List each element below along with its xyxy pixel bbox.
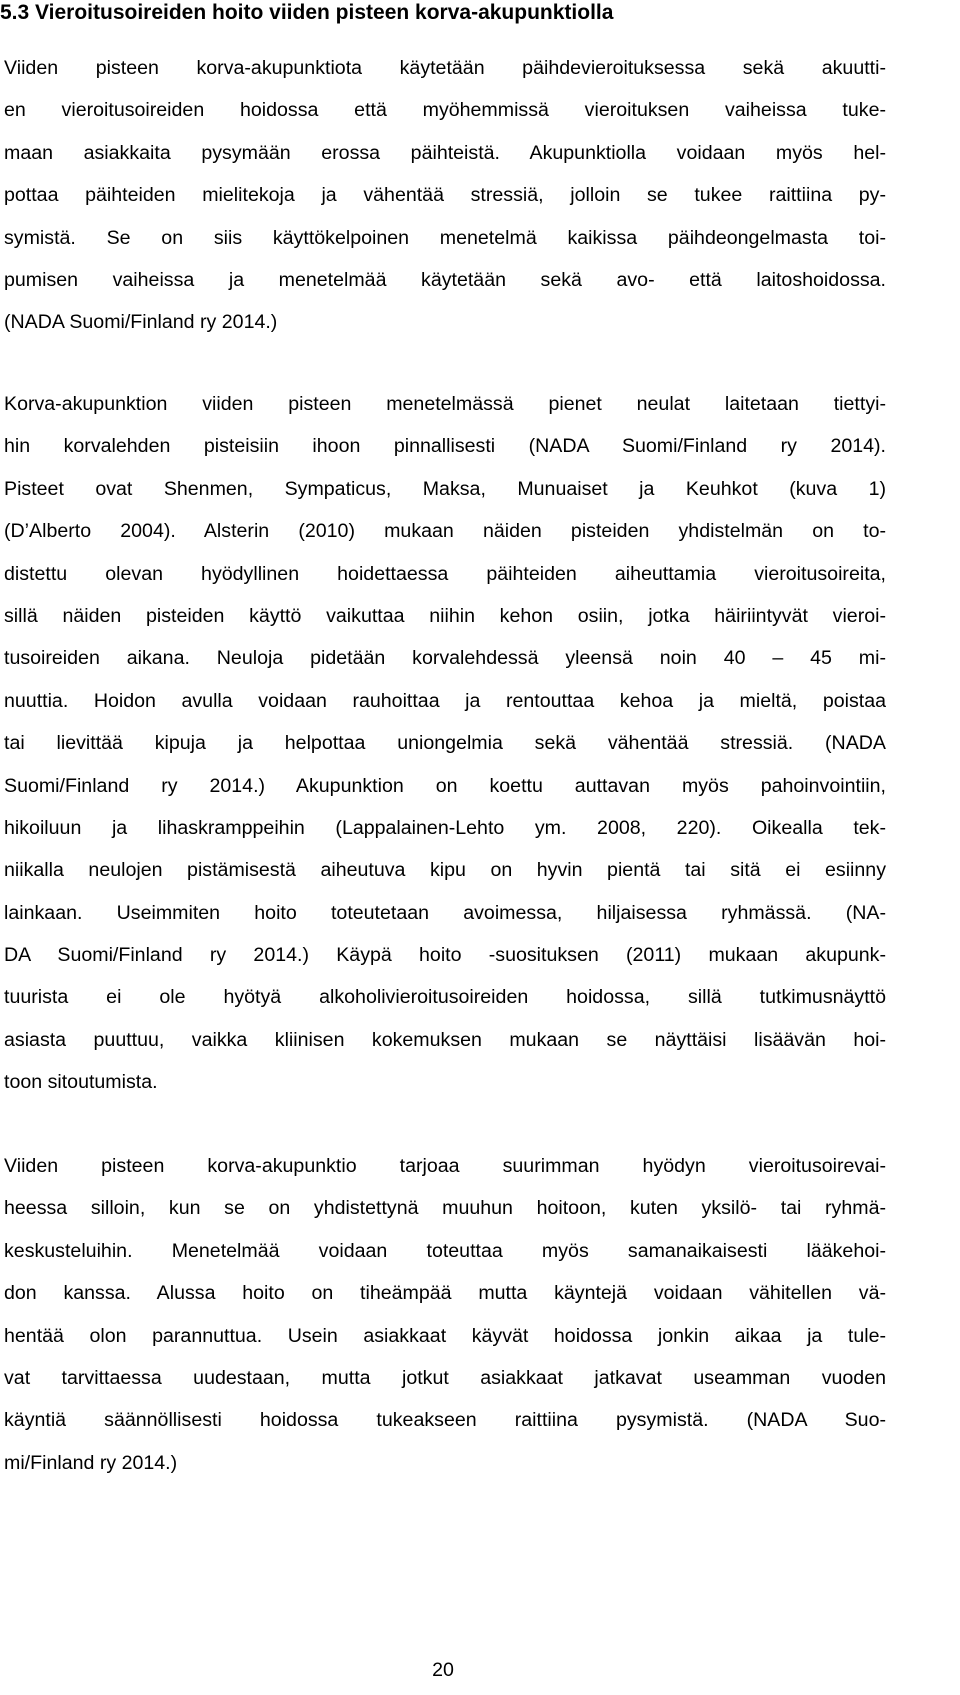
text-line: DA Suomi/Finland ry 2014.) Käypä hoito -suosituksen (2011) mukaan akupunk- <box>4 944 886 967</box>
text-line: Viiden pisteen korva-akupunktio tarjoaa suurimman hyödyn vieroitusoirevai- <box>4 1155 886 1177</box>
text-line: maan asiakkaita pysymään erossa päihteistä. Akupunktiolla voidaan myös hel- <box>4 141 886 164</box>
text-line: mi/Finland ry 2014.) <box>4 1451 178 1474</box>
text-line: symistä. Se on siis käyttökelpoinen menetelmä kaikissa päihdeongelmasta toi- <box>4 226 886 249</box>
text-line: lainkaan. Useimmiten hoito toteutetaan avoimessa, hiljaisessa ryhmässä. (NA- <box>4 901 886 924</box>
text-line: käyntiä säännöllisesti hoidossa tukeakseen raittiina pysymistä. (NADA Suo- <box>4 1409 886 1432</box>
text-line: tusoireiden aikana. Neuloja pidetään korvalehdessä yleensä noin 40 – 45 mi- <box>4 647 886 670</box>
text-line: toon sitoutumista. <box>4 1071 158 1094</box>
section-heading: 5.3 Vieroitusoireiden hoito viiden pisteen korva-akupunktiolla <box>0 1 614 24</box>
text-line: pottaa päihteiden mielitekoja ja vähentää stressiä, jolloin se tukee raittiina py- <box>4 184 886 207</box>
text-line: (D’Alberto 2004). Alsterin (2010) mukaan näiden pisteiden yhdistelmän on to- <box>4 520 886 543</box>
text-line: niikalla neulojen pistämisestä aiheutuva kipu on hyvin pientä tai sitä ei esiinny <box>4 859 886 882</box>
paragraph-3 <box>4 1145 886 1484</box>
text-line: hikoiluun ja lihaskramppeihin (Lappalainen-Lehto ym. 2008, 220). Oikealla tek- <box>4 816 886 839</box>
text-line: (NADA Suomi/Finland ry 2014.) <box>4 311 278 334</box>
text-line: tai lievittää kipuja ja helpottaa uniongelmia sekä vähentää stressiä. (NADA <box>4 732 886 755</box>
text-line: asiasta puuttuu, vaikka kliinisen kokemuksen mukaan se näyttäisi lisäävän hoi- <box>4 1028 886 1051</box>
text-line: keskusteluihin. Menetelmää voidaan toteuttaa myös samanaikaisesti lääkehoi- <box>4 1239 886 1262</box>
text-line: distettu olevan hyödyllinen hoidettaessa päihteiden aiheuttamia vieroitusoireita, <box>4 562 886 585</box>
text-line: nuuttia. Hoidon avulla voidaan rauhoittaa ja rentouttaa kehoa ja mieltä, poistaa <box>4 689 886 712</box>
text-line: heessa silloin, kun se on yhdistettynä muuhun hoitoon, kuten yksilö- tai ryhmä- <box>4 1197 886 1220</box>
text-line: Viiden pisteen korva-akupunktiota käytetään päihdevieroituksessa sekä akuutti- <box>4 57 886 79</box>
paragraph-2 <box>4 383 886 1104</box>
page-number: 20 <box>432 1659 454 1681</box>
text-line: hentää olon parannuttua. Usein asiakkaat käyvät hoidossa jonkin aikaa ja tule- <box>4 1324 886 1347</box>
paragraph-1 <box>4 47 886 344</box>
text-line: Korva-akupunktion viiden pisteen menetelmässä pienet neulat laitetaan tiettyi- <box>4 393 886 415</box>
text-line: tuurista ei ole hyötyä alkoholivieroitusoireiden hoidossa, sillä tutkimusnäyttö <box>4 986 886 1009</box>
text-line: vat tarvittaessa uudestaan, mutta jotkut asiakkaat jatkavat useamman vuoden <box>4 1366 886 1389</box>
text-line: hin korvalehden pisteisiin ihoon pinnallisesti (NADA Suomi/Finland ry 2014). <box>4 435 886 458</box>
text-line: sillä näiden pisteiden käyttö vaikuttaa niihin kehon osiin, jotka häiriintyvät vieroi- <box>4 604 886 627</box>
text-line: don kanssa. Alussa hoito on tiheämpää mutta käyntejä voidaan vähitellen vä- <box>4 1282 886 1305</box>
text-line: en vieroitusoireiden hoidossa että myöhemmissä vieroituksen vaiheissa tuke- <box>4 99 886 122</box>
text-line: pumisen vaiheissa ja menetelmää käytetään sekä avo- että laitoshoidossa. <box>4 268 886 291</box>
text-line: Suomi/Finland ry 2014.) Akupunktion on koettu auttavan myös pahoinvointiin, <box>4 774 886 797</box>
text-line: Pisteet ovat Shenmen, Sympaticus, Maksa, Munuaiset ja Keuhkot (kuva 1) <box>4 477 886 500</box>
